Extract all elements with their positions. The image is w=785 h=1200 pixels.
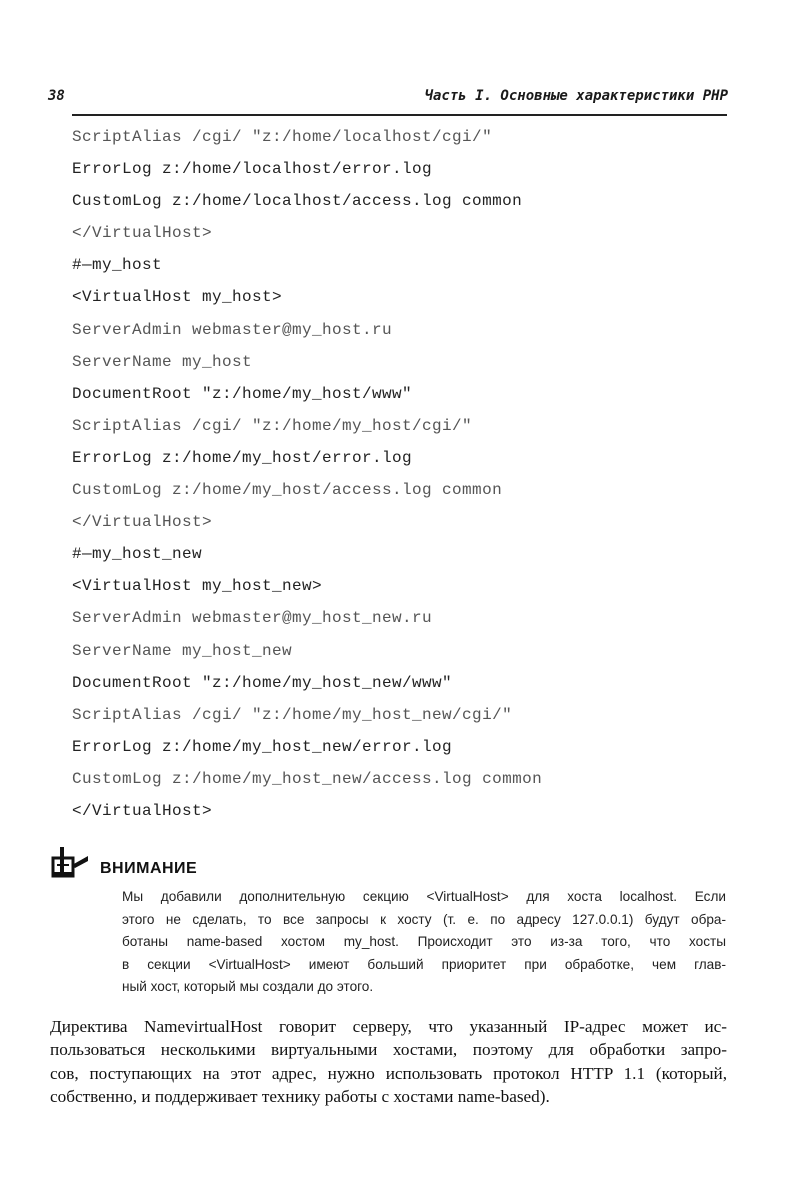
code-line: ErrorLog z:/home/my_host_new/error.log — [72, 737, 453, 756]
running-header — [48, 84, 728, 108]
paragraph-line: пользоваться несколькими виртуальными хостами, поэтому для обработки запро- — [50, 1040, 727, 1060]
note-title: ВНИМАНИЕ — [100, 860, 198, 877]
paragraph-line: собственно, и поддерживает технику работы с хостами name-based). — [50, 1087, 550, 1107]
code-line: </VirtualHost> — [72, 801, 213, 820]
attention-icon — [50, 846, 90, 880]
code-line: DocumentRoot "z:/home/my_host/www" — [72, 384, 413, 403]
code-line: ServerAdmin webmaster@my_host_new.ru — [72, 609, 433, 628]
code-line: </VirtualHost> — [72, 513, 213, 532]
code-line: DocumentRoot "z:/home/my_host_new/www" — [72, 673, 453, 692]
page-number: 38 — [48, 88, 65, 104]
note-line: ный хост, который мы создали до этого. — [122, 979, 374, 995]
note-body — [122, 886, 726, 999]
code-listing — [72, 126, 732, 832]
code-line: ErrorLog z:/home/my_host/error.log — [72, 448, 413, 467]
paragraph-line: Директива NamevirtualHost говорит серверу, что указанный IP-адрес может ис- — [50, 1017, 727, 1036]
code-line: </VirtualHost> — [72, 224, 213, 243]
code-line: CustomLog z:/home/localhost/access.log common — [72, 192, 523, 211]
code-line: #—my_host — [72, 256, 163, 275]
body-paragraph — [50, 1015, 727, 1109]
code-line: CustomLog z:/home/my_host/access.log common — [72, 481, 503, 500]
code-line: ServerName my_host — [72, 352, 253, 371]
code-line: #—my_host_new — [72, 545, 203, 564]
code-line: ScriptAlias /cgi/ "z:/home/localhost/cgi/" — [72, 128, 493, 146]
note-line: ботаны name-based хостом my_host. Происходит это из-за того, что хосты — [122, 934, 726, 950]
code-line: <VirtualHost my_host_new> — [72, 577, 323, 596]
paragraph-line: сов, поступающих на этот адрес, нужно использовать протокол HTTP 1.1 (который, — [50, 1063, 727, 1083]
note-line: этого не сделать, то все запросы к хосту (т. е. по адресу 127.0.0.1) будут обра- — [122, 911, 726, 927]
running-title: Часть I. Основные характеристики PHP — [424, 88, 728, 104]
code-line: ServerAdmin webmaster@my_host.ru — [72, 320, 393, 339]
code-line: CustomLog z:/home/my_host_new/access.log common — [72, 769, 543, 788]
code-line: ScriptAlias /cgi/ "z:/home/my_host_new/cgi/" — [72, 705, 513, 724]
note-line: в секции <VirtualHost> имеют больший приоритет при обработке, чем глав- — [122, 956, 726, 972]
code-line: ErrorLog z:/home/localhost/error.log — [72, 160, 433, 179]
code-line: ScriptAlias /cgi/ "z:/home/my_host/cgi/" — [72, 416, 473, 435]
code-line: <VirtualHost my_host> — [72, 288, 283, 307]
code-line: ServerName my_host_new — [72, 641, 293, 660]
note-line: Мы добавили дополнительную секцию <VirtualHost> для хоста localhost. Если — [122, 889, 726, 904]
header-rule — [72, 114, 727, 116]
